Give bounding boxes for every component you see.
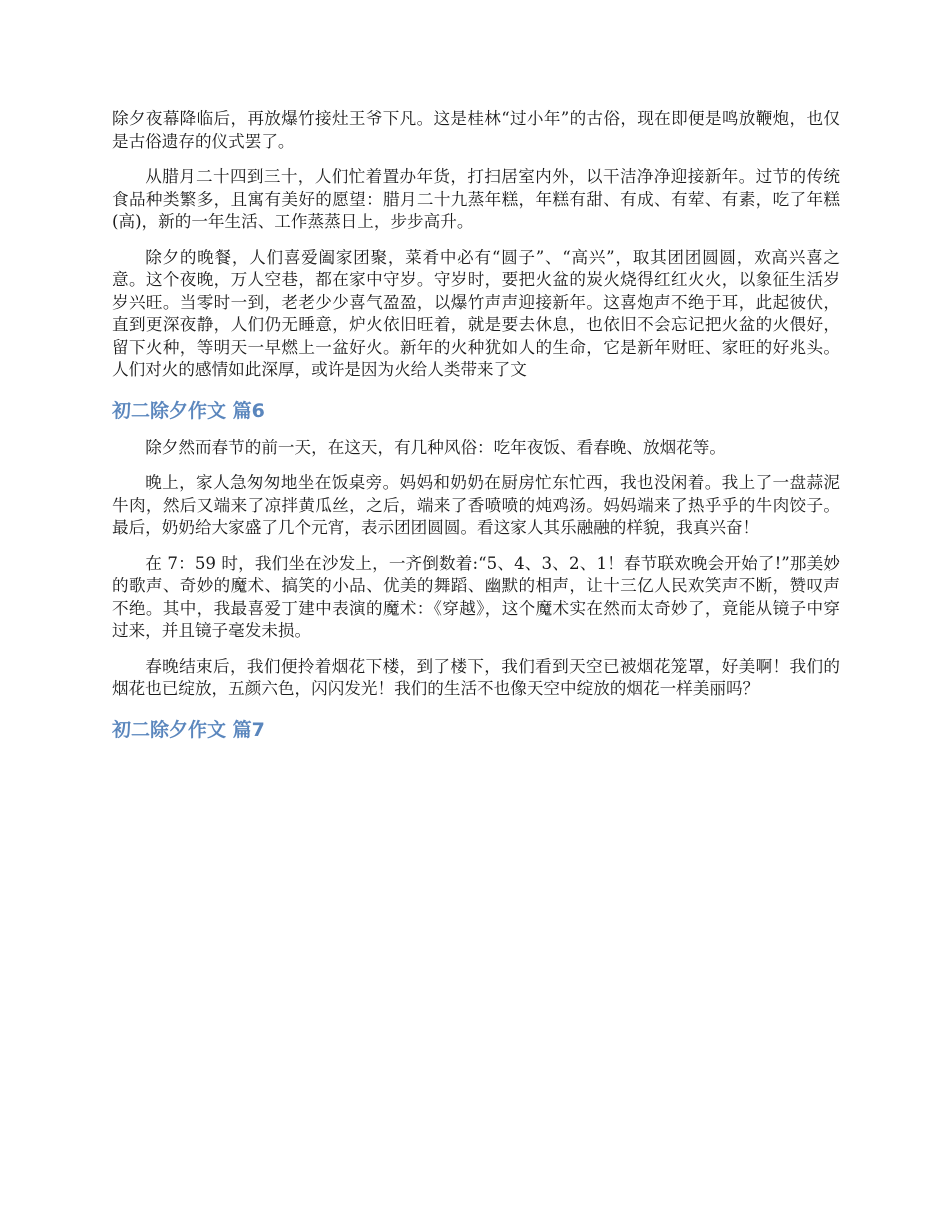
document-content (112, 108, 840, 743)
paragraph-new-year-eve-dinner: 除夕的晚餐，人们喜爱阖家团聚，菜肴中必有“圆子”、“高兴”，取其团团圆圆，欢高兴喜之意。这个夜晚，万人空巷，都在家中守岁。守岁时，要把火盆的炭火烧得红红火火，以象征生活岁岁兴旺。当零时一到，老老少少喜气盈盈，以爆竹声声迎接新年。这喜炮声不绝于耳，此起彼伏，直到更深夜静，人们仍无睡意，炉火依旧旺着，就是要去休息，也依旧不会忘记把火盆的火偎好，留下火种，等明天一早燃上一盆好火。新年的火种犹如人的生命，它是新年财旺、家旺的好兆头。人们对火的感情如此深厚，或许是因为火给人类带来了文 (112, 247, 840, 379)
paragraph-spring-gala: 在 7：59 时，我们坐在沙发上，一齐倒数着:“5、4、3、2、1！春节联欢晚会开始了!”那美妙的歌声、奇妙的魔术、搞笑的小品、优美的舞蹈、幽默的相声，让十三亿人民欢笑声不断，赞叹声不绝。其中，我最喜爱丁建中表演的魔术：《穿越》，这个魔术实在然而太奇妙了，竟能从镜子中穿过来，并且镜子毫发未损。 (112, 553, 840, 640)
paragraph-family-dinner: 晚上，家人急匆匆地坐在饭桌旁。妈妈和奶奶在厨房忙东忙西，我也没闲着。我上了一盘蒜泥牛肉，然后又端来了凉拌黄瓜丝，之后，端来了香喷喷的炖鸡汤。妈妈端来了热乎乎的牛肉饺子。最后，奶奶给大家盛了几个元宵，表示团团圆圆。看这家人其乐融融的样貌，我真兴奋！ (112, 473, 840, 537)
paragraph-continued: 除夕夜幕降临后，再放爆竹接灶王爷下凡。这是桂林“过小年”的古俗，现在即便是鸣放鞭炮，也仅是古俗遗存的仪式罢了。 (112, 109, 840, 151)
paragraph-new-year-preparation: 从腊月二十四到三十，人们忙着置办年货，打扫居室内外，以干洁净净迎接新年。过节的传统食品种类繁多，且寓有美好的愿望：腊月二十九蒸年糕，年糕有甜、有成、有荤、有素，吃了年糕(高)，新的一年生活、工作蒸蒸日上，步步高升。 (112, 167, 840, 231)
paragraph-customs: 除夕然而春节的前一天，在这天，有几种风俗：吃年夜饭、看春晚、放烟花等。 (145, 437, 726, 457)
section-heading-7: 初二除夕作文 篇7 (112, 718, 265, 741)
paragraph-fireworks: 春晚结束后，我们便拎着烟花下楼，到了楼下，我们看到天空已被烟花笼罩，好美啊！我们的烟花也已绽放，五颜六色，闪闪发光！我们的生活不也像天空中绽放的烟花一样美丽吗？ (112, 656, 840, 698)
section-heading-6: 初二除夕作文 篇6 (112, 399, 265, 422)
